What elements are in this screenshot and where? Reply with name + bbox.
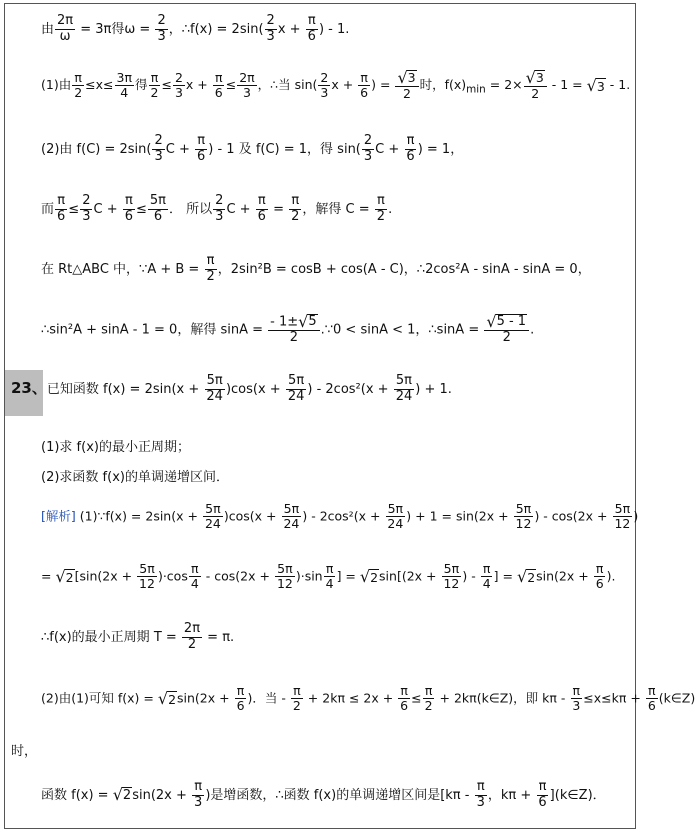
analysis-line-4: (2)由(1)可知 f(x) = √ 2 sin(2x + $\frac{\pi}{6}$ )．当 - $\frac{\pi}{2}$ + 2kπ ≤ 2x + $\frac{\pi}{6}$ ≤ $\frac{\pi}{2}$ + 2kπ(k∈Z)，即 kπ - $\frac{\pi}{3}$ ≤x≤kπ + $\frac{\pi}{6}$ (k∈Z): [41, 683, 695, 714]
fraction: $\frac{\pi}{6}$: [57, 193, 66, 224]
fraction: $\frac{\pi}{6}$: [236, 683, 245, 714]
fraction: $\frac{2}{3}$: [154, 133, 163, 164]
fraction: $\frac{\pi}{4}$: [325, 561, 334, 592]
fraction: $\frac{\pi}{6}$: [124, 193, 133, 224]
square-root: √ 2: [516, 566, 536, 586]
analysis-line-2: = √ 2 [sin(2x + $\frac{5\pi}{12}$ )·cos $\frac{\pi}{4}$ - cos(2x + $\frac{5\pi}{12}$ )·sin $\frac{\pi}{4}$ ] = √ 2 sin[(2x + $\frac{5\pi}{12}$ ) - $\frac{\pi}{4}$ ] = √ 2 sin(2x + $\frac{\pi}{6}$ ).: [41, 561, 616, 592]
fraction: $\frac{\pi}{6}$: [257, 193, 266, 224]
fraction: $\frac{5\pi}{12}$: [139, 561, 155, 592]
fraction: $\frac{\pi}{6}$: [196, 133, 206, 164]
square-root: √ 2: [359, 566, 379, 586]
fraction: $\frac{\pi}{4}$: [190, 561, 199, 592]
fraction: $\frac{\pi}{2}$: [292, 683, 301, 714]
fraction: $\frac{\pi}{3}$: [194, 779, 203, 810]
fraction: √ 3 2: [395, 70, 418, 101]
square-root: √ 2: [55, 566, 74, 586]
fraction: $\frac{\pi}{3}$: [476, 779, 485, 810]
fraction: $\frac{\pi}{6}$: [214, 69, 223, 101]
square-root: √ 5: [298, 312, 317, 331]
fraction: - 1± √ 5 2: [268, 314, 319, 346]
square-root: √ 5 - 1: [486, 312, 527, 331]
fraction: $\frac{5\pi}{12}$: [515, 501, 532, 532]
fraction: $\frac{5\pi}{24}$: [204, 501, 221, 532]
analysis-line-5: 时，: [11, 744, 38, 759]
fraction: $\frac{5\pi}{24}$: [283, 501, 300, 532]
fraction: $\frac{5\pi}{12}$: [614, 501, 631, 532]
fraction: √ 5 - 1 2: [484, 314, 529, 346]
question-part-2: (2)求函数 f(x)的单调递增区间．: [41, 470, 229, 485]
fraction: $\frac{\pi}{2}$: [376, 193, 386, 224]
analysis-line-6: 函数 f(x) = √ 2 sin(2x + $\frac{\pi}{3}$ )是增函数，∴函数 f(x)的单调递增区间是[kπ - $\frac{\pi}{3}$ ，kπ + $\frac{\pi}{6}$ ](k∈Z)．: [41, 779, 606, 810]
solution-line-4: 而 $\frac{\pi}{6}$ ≤ $\frac{2}{3}$ C + $\frac{\pi}{6}$ ≤ $\frac{5\pi}{6}$ ． 所以 $\frac{2}{3}$ C + $\frac{\pi}{6}$ = $\frac{\pi}{2}$ ，解得 C = $\frac{\pi}{2}$ .: [41, 193, 393, 224]
fraction: $\frac{\pi}{3}$: [572, 683, 581, 714]
fraction: $\frac{\pi}{6}$: [647, 683, 656, 714]
fraction: $\frac{3\pi}{4}$: [116, 69, 133, 101]
fraction: $\frac{\pi}{2}$: [291, 193, 300, 224]
square-root: √ 3: [397, 68, 416, 87]
fraction: $\frac{2\pi}{2}$: [183, 621, 201, 652]
fraction: √ 3 2: [524, 70, 547, 101]
fraction: $\frac{\pi}{6}$: [360, 69, 369, 101]
fraction: $\frac{\pi}{6}$: [406, 133, 415, 164]
analysis-tag: [解析]: [41, 508, 76, 524]
solution-line-2: (1)由 $\frac{\pi}{2}$ ≤x≤ $\frac{3\pi}{4}$ 得 $\frac{\pi}{2}$ ≤ $\frac{2}{3}$ x + $\frac{\pi}{6}$ ≤ $\frac{2\pi}{3}$ ，∴当 sin( $\frac{2}{3}$ x + $\frac{\pi}{6}$ ) = √ 3 2 时，$f(x)_{min} = 2\times$ √ 3 2 - 1 = √ 3 - 1.: [41, 68, 631, 101]
fraction: $\frac{5\pi}{12}$: [443, 561, 460, 592]
fraction: $\frac{2\pi}{\omega}$: [57, 13, 74, 44]
fraction: $\frac{2\pi}{3}$: [239, 69, 255, 101]
square-root: √ 2: [112, 785, 132, 805]
analysis-line-3: ∴f(x)的最小正周期 T = $\frac{2\pi}{2}$ = π.: [41, 621, 235, 652]
fraction: $\frac{2}{3}$: [215, 193, 224, 224]
fraction: $\frac{\pi}{4}$: [482, 561, 491, 592]
fraction: $\frac{\pi}{6}$: [400, 683, 409, 714]
fraction: $\frac{5\pi}{24}$: [206, 373, 223, 404]
fraction: $\frac{2}{3}$: [82, 193, 91, 224]
square-root: √ 3: [525, 68, 544, 87]
document-page: [4, 3, 695, 829]
analysis-line-1: [解析] (1)∵f(x) = 2sin(x + $\frac{5\pi}{24}$ )cos(x + $\frac{5\pi}{24}$ ) - 2cos²(x + $\frac{5\pi}{24}$ ) + 1 = sin(2x + $\frac{5\pi}{12}$ ) - cos(2x + $\frac{5\pi}{12}$ ): [41, 501, 639, 532]
solution-line-1: 由 $\frac{2\pi}{\omega}$ = 3π得ω = $\frac{2}{3}$ ，∴f(x) = 2sin( $\frac{2}{3}$ x + $\frac{\pi}{6}$ ) - 1.: [41, 13, 350, 44]
fraction: $\frac{\pi}{2}$: [150, 69, 159, 101]
square-root: √ 3: [586, 75, 605, 95]
question-part-1: (1)求 f(x)的最小正周期；: [41, 440, 190, 455]
fraction: $\frac{\pi}{6}$: [595, 561, 604, 592]
solution-line-6: ∴sin²A + sinA - 1 = 0，解得 sinA = - 1± √ 5 2 .∵0 < sinA < 1，∴sinA = √ 5 - 1 2 .: [41, 312, 535, 346]
solution-line-3: (2)由 f(C) = 2sin( $\frac{2}{3}$ C + $\frac{\pi}{6}$ ) - 1 及 f(C) = 1，得 sin( $\frac{2}{3}$ C + $\frac{\pi}{6}$ ) = 1，: [41, 133, 464, 164]
fraction: $\frac{\pi}{2}$: [424, 683, 433, 714]
fraction: $\frac{2}{3}$: [320, 69, 329, 101]
fraction: $\frac{2}{3}$: [266, 13, 275, 44]
solution-line-5: 在 Rt△ABC 中，∵A + B = $\frac{\pi}{2}$ ，2sin²B = cosB + cos(A - C)，∴2cos²A - sinA - sinA = 0，: [41, 253, 591, 284]
text-segment: 由: [41, 21, 55, 37]
fraction: $\frac{5\pi}{24}$: [287, 373, 305, 404]
square-root: √ 2: [157, 688, 177, 708]
fraction: $\frac{5\pi}{24}$: [387, 501, 404, 532]
question-number: 23、: [11, 378, 47, 397]
fraction: $\frac{5\pi}{24}$: [395, 373, 413, 404]
fraction: $\frac{\pi}{2}$: [74, 69, 83, 101]
fraction: $\frac{\pi}{6}$: [307, 13, 316, 44]
question-23-stem: 23、已知函数 f(x) = 2sin(x + $\frac{5\pi}{24}$ )cos(x + $\frac{5\pi}{24}$ ) - 2cos²(x + $\frac{5\pi}{24}$ ) + 1.: [11, 373, 452, 404]
fraction: $\frac{5\pi}{6}$: [149, 193, 167, 224]
fraction: $\frac{\pi}{6}$: [538, 779, 547, 810]
fraction: $\frac{2}{3}$: [157, 13, 166, 44]
fraction: $\frac{2}{3}$: [174, 69, 183, 101]
fraction: $\frac{5\pi}{12}$: [276, 561, 293, 592]
fraction: $\frac{\pi}{2}$: [206, 253, 215, 284]
fraction: $\frac{2}{3}$: [363, 133, 373, 164]
